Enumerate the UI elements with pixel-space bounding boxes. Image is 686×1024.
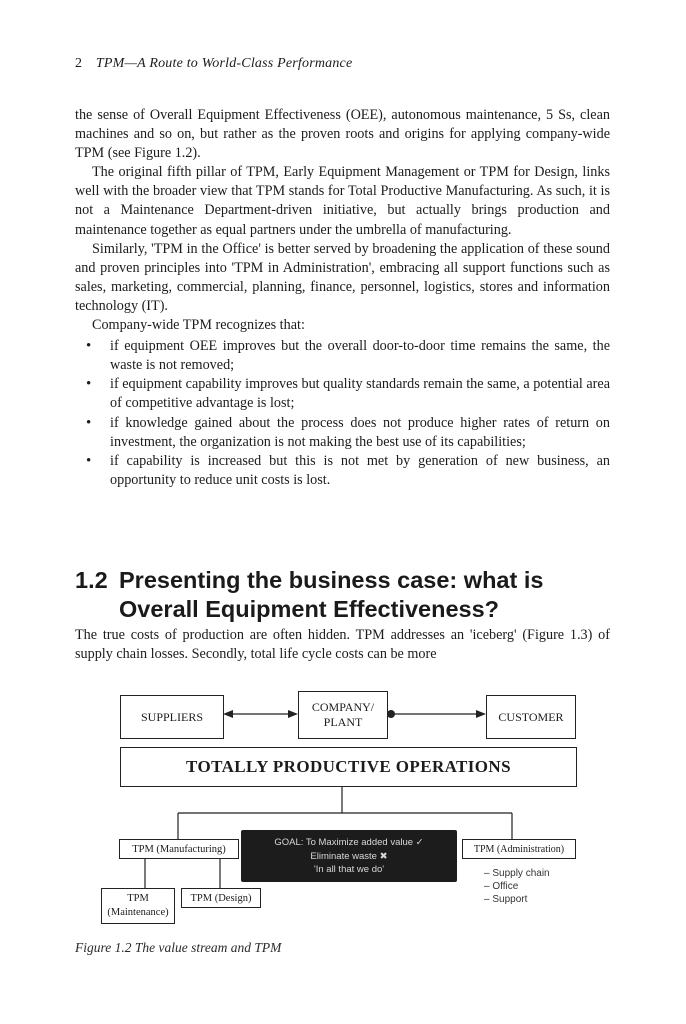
bullet-list (75, 337, 610, 490)
bullet-item: • if equipment OEE improves but the overall door-to-door time remains the same, the waste is not removed; (75, 337, 610, 375)
paragraph: The original fifth pillar of TPM, Early Equipment Management or TPM for Design, links well with the broader view that TPM stands for Total Productive Manufacturing. As such, it is not a Maintenance Department-driven initiative, but actually brings production and maintenance together as equal partners under the umbrella of manufacturing. (75, 164, 610, 238)
admin-item: – Support (484, 894, 528, 905)
customer-label: CUSTOMER (498, 709, 564, 724)
bullet-item: • if knowledge gained about the process does not produce higher rates of return on investment, the organization is not making the best use of its capabilities; (75, 414, 610, 452)
tpm-maintenance-box (101, 888, 175, 924)
admin-item: – Office (484, 881, 519, 892)
section-body (75, 626, 610, 664)
tpm-maintenance-line2: (Maintenance) (107, 907, 169, 918)
goal-line2: Eliminate waste ✖ (310, 850, 388, 862)
suppliers-box (120, 695, 224, 739)
goal-line3: 'In all that we do' (313, 864, 385, 875)
tpm-manufacturing-label: TPM (Manufacturing) (132, 843, 226, 855)
body-text (75, 106, 610, 490)
tpm-administration-box (462, 839, 576, 859)
running-header (75, 56, 352, 72)
admin-item: – Supply chain (484, 868, 550, 879)
section-paragraph: The true costs of production are often hidden. TPM addresses an 'iceberg' (Figure 1.3) of supply chain losses. Secondly, total life cycle costs can be more (75, 627, 610, 663)
company-plant-box (298, 691, 388, 739)
section-title-line1: Presenting the business case: what is (119, 567, 544, 593)
arrow-head-left (223, 710, 233, 718)
bullet-item: • if capability is increased but this is not met by generation of new business, an opportunity to reduce unit costs is lost. (75, 452, 610, 490)
page-number: 2 (75, 56, 83, 71)
paragraph: Company-wide TPM recognizes that: (92, 317, 305, 334)
suppliers-label: SUPPLIERS (140, 709, 204, 724)
goal-line1: GOAL: To Maximize added value ✓ (274, 837, 424, 848)
arrow-dot (387, 710, 395, 718)
operations-label: TOTALLY PRODUCTIVE OPERATIONS (186, 757, 511, 776)
figure-caption: Figure 1.2 The value stream and TPM (75, 940, 282, 955)
paragraph: Similarly, 'TPM in the Office' is better served by broadening the application of these sound and proven principles into 'TPM in Administration', embracing all support functions such as sales, marketing, commercial, planning, finance, personnel, logistics, stores and information technology (IT). (75, 240, 610, 314)
paragraph: the sense of Overall Equipment Effectiveness (OEE), autonomous maintenance, 5 Ss, clean machines and so on, but rather as the proven roots and origins for applying company-wide TPM (see Figure 1.2). (75, 107, 610, 162)
company-label-line2: PLANT (323, 715, 363, 729)
section-title-line2: Overall Equipment Effectiveness? (119, 596, 500, 622)
arrow-head-right (288, 710, 298, 718)
tpm-manufacturing-box (119, 839, 239, 859)
arrow-head-customer (476, 710, 486, 718)
company-label-line1: COMPANY/ (311, 700, 375, 714)
section-heading (75, 566, 635, 624)
operations-box (120, 747, 577, 787)
bullet-item: • if equipment capability improves but quality standards remain the same, a potential area of competitive advantage is lost; (75, 375, 610, 413)
tpm-design-label: TPM (Design) (190, 892, 252, 904)
tpm-administration-label: TPM (Administration) (473, 843, 565, 855)
administration-list (484, 867, 550, 906)
tpm-maintenance-line1: TPM (127, 893, 149, 904)
section-number: 1.2 (75, 567, 108, 593)
customer-box (486, 695, 576, 739)
goal-box (241, 830, 457, 882)
running-title: TPM—A Route to World-Class Performance (95, 56, 353, 71)
tpm-design-box (181, 888, 261, 908)
